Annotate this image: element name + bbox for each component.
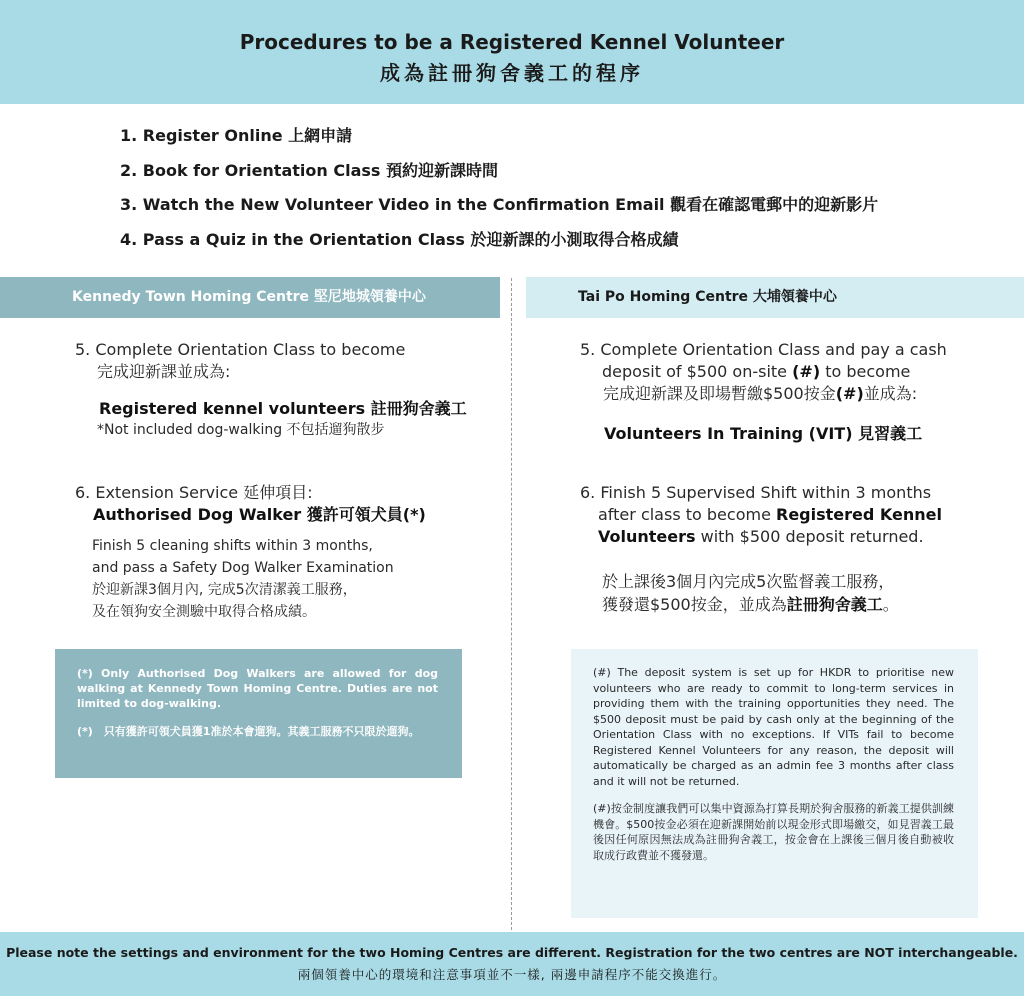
step-item: 4. Pass a Quiz in the Orientation Class 於迎新課的小測取得合格成績 bbox=[120, 229, 679, 249]
tp-step6-zh-line2: 獲發還$500按金，並成為註冊狗舍義工。 bbox=[602, 595, 899, 614]
kt-step6-line1: 6. Extension Service 延伸項目: bbox=[75, 483, 313, 502]
tai-po-heading: Tai Po Homing Centre 大埔領養中心 bbox=[526, 277, 1024, 318]
step-item: 1. Register Online 上網申請 bbox=[120, 126, 353, 145]
kt-step6-detail-2: and pass a Safety Dog Walker Examination bbox=[92, 560, 394, 576]
kt-step6-title: Authorised Dog Walker 獲許可領犬員(*) bbox=[93, 505, 426, 524]
page-header bbox=[0, 0, 1024, 104]
kt-step5-line2: 完成迎新課並成為: bbox=[97, 362, 231, 381]
tp-step5-line2: deposit of $500 on-site (#) to become bbox=[602, 362, 911, 381]
kt-footnote-box bbox=[55, 649, 462, 778]
kt-step6-detail-3: 於迎新課3個月內, 完成5次清潔義工服務， bbox=[92, 582, 357, 598]
step-item: 3. Watch the New Volunteer Video in the Confirmation Email 觀看在確認電郵中的迎新影片 bbox=[120, 195, 879, 214]
tp-footnote-box bbox=[571, 649, 978, 918]
kt-step5-line1: 5. Complete Orientation Class to become bbox=[75, 340, 406, 359]
tp-step6-line1: 6. Finish 5 Supervised Shift within 3 months bbox=[580, 483, 932, 502]
tp-step5-line3: 完成迎新課及即場暫繳$500按金(#)並成為: bbox=[603, 384, 918, 403]
kt-footnote-en: (*) Only Authorised Dog Walkers are allowed for dog walking at Kennedy Town Homing Centre. Duties are not limited to dog-walking. bbox=[77, 667, 438, 710]
tp-footnote-zh: (#)按金制度讓我們可以集中資源為打算長期於狗舍服務的新義工提供訓練機會。$500按金必須在迎新課開始前以現金形式即場繳交，如見習義工最後因任何原因無法成為註冊狗舍義工，按金會在上課後三個月後自動被收取成行政費並不獲發還。 bbox=[593, 802, 954, 862]
kt-step6-detail-4: 及在領狗安全測驗中取得合格成績。 bbox=[92, 604, 316, 620]
tp-step5-line1: 5. Complete Orientation Class and pay a cash bbox=[580, 340, 947, 359]
kt-step5-note: *Not included dog-walking 不包括遛狗散步 bbox=[97, 422, 385, 438]
footer-note-zh: 兩個領養中心的環境和注意事項並不一樣, 兩邊申請程序不能交換進行。 bbox=[297, 967, 727, 982]
kt-step5-result: Registered kennel volunteers 註冊狗舍義工 bbox=[99, 399, 467, 418]
kt-footnote-zh: (*) 只有獲許可領犬員獲1准於本會遛狗。其義工服務不只限於遛狗。 bbox=[77, 725, 420, 738]
tp-step6-line2: after class to become Registered Kennel bbox=[598, 505, 942, 524]
common-steps-list bbox=[120, 124, 878, 262]
tp-step6-zh-line1: 於上課後3個月內完成5次監督義工服務， bbox=[602, 572, 895, 591]
tp-step5-result: Volunteers In Training (VIT) 見習義工 bbox=[604, 424, 923, 443]
column-divider bbox=[511, 278, 512, 930]
tp-footnote-en: (#) The deposit system is set up for HKDR to prioritise new volunteers who are ready to commit to long-term services in providing them with the training opportunities they need. The $500 deposit must be paid by cash only at the beginning of the Orientation Class with no exceptions. If VITs fail to become Registered Kennel Volunteers for any reason, the deposit will automatically be charged as an admin fee 3 months after class and it will not be returned. bbox=[593, 666, 954, 788]
footer-note-en: Please note the settings and environment for the two Homing Centres are different. Registration for the two centres are NOT interchangeable. bbox=[6, 945, 1018, 960]
tp-step6-line3: Volunteers with $500 deposit returned. bbox=[598, 527, 924, 546]
page-footer bbox=[0, 932, 1024, 996]
kt-step6-detail-1: Finish 5 cleaning shifts within 3 months, bbox=[92, 538, 373, 554]
kennedy-town-heading: Kennedy Town Homing Centre 堅尼地城領養中心 bbox=[0, 277, 500, 318]
step-item: 2. Book for Orientation Class 預約迎新課時間 bbox=[120, 160, 498, 180]
page-title-chinese: 成為註冊狗舍義工的程序 bbox=[380, 61, 644, 85]
page-title: Procedures to be a Registered Kennel Volunteer bbox=[239, 30, 785, 54]
